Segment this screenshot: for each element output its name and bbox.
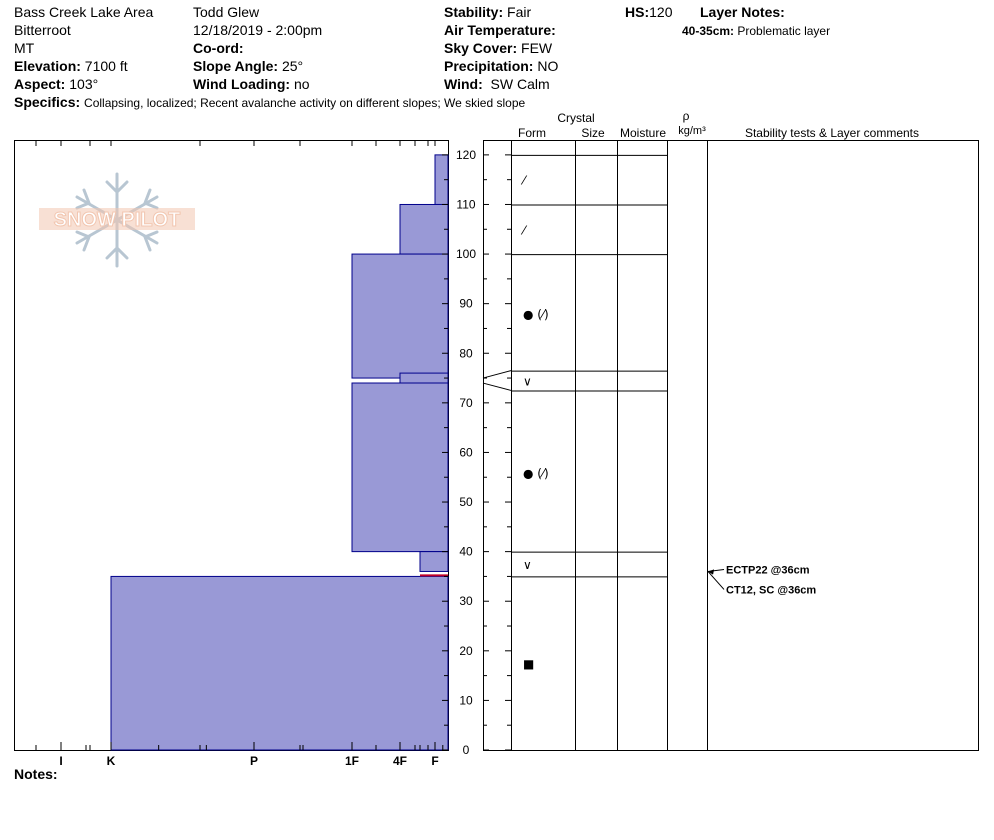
crystal-header: Crystal [557, 111, 595, 125]
crystal-form-2: ● (⁄) [523, 307, 549, 322]
notes-label: Notes: [14, 766, 58, 782]
air-temperature-label: Air Temperature: [444, 22, 556, 38]
table-columns [512, 140, 708, 750]
aspect-value: 103° [69, 76, 99, 92]
stability-comments-header: Stability tests & Layer comments [744, 126, 920, 140]
depth-label-120: 120 [455, 147, 477, 162]
depth-label-20: 20 [459, 643, 473, 658]
crystal-form-0: ⁄ [523, 173, 526, 188]
test-arrow-1 [708, 571, 724, 589]
stability-test-1: CT12, SC @36cm [726, 584, 817, 597]
snow-height-value: 120 [649, 4, 673, 20]
coord-label: Co-ord: [193, 40, 244, 56]
wind-loading-label: Wind Loading: [193, 76, 291, 92]
hardness-label-4F: 4F [392, 754, 408, 768]
location-name: Bass Creek Lake Area [14, 4, 154, 20]
layer-notes-label: Layer Notes: [700, 4, 785, 20]
crystal-form-4: ● (⁄) [523, 466, 549, 481]
wind-label: Wind: [444, 76, 483, 92]
crystal-form-5: ∨ [523, 558, 532, 573]
hardness-label-K: K [106, 754, 116, 768]
boundary-connector-lower [483, 383, 511, 390]
precipitation-value: NO [537, 58, 559, 74]
crystal-form-6: ■ [523, 657, 535, 672]
table-header [518, 109, 919, 140]
specifics-label: Specifics: [14, 94, 81, 110]
depth-label-80: 80 [459, 346, 473, 361]
hardness-label-I: I [59, 754, 63, 768]
depth-label-110: 110 [456, 197, 476, 212]
slope-angle-value: 25° [281, 58, 304, 74]
hardness-layer-4 [352, 383, 448, 552]
snow-height-label: HS: [625, 4, 650, 20]
depth-label-60: 60 [459, 445, 473, 460]
date-time: 12/18/2019 - 2:00pm [193, 22, 323, 38]
hardness-label-P: P [249, 754, 259, 768]
depth-label-40: 40 [459, 544, 473, 559]
depth-label-70: 70 [459, 395, 473, 410]
moisture-header: Moisture [619, 126, 667, 140]
stability-tests [708, 564, 816, 596]
state: MT [14, 40, 35, 56]
form-header: Form [518, 126, 546, 140]
specifics-value: Collapsing, localized; Recent avalanche activity on different slopes; We skied slope [84, 96, 526, 110]
depth-label-90: 90 [459, 296, 473, 311]
hardness-layer-3 [400, 373, 448, 383]
depth-label-30: 30 [459, 594, 473, 609]
aspect-label: Aspect: [14, 76, 66, 92]
logo-text: SNOW PILOT [53, 209, 181, 231]
snowflake-icon [37, 170, 197, 270]
test-arrowhead-1 [708, 569, 714, 574]
layer-note-range: 40-35cm: [682, 24, 735, 38]
layer-table-frame [484, 141, 979, 751]
crystal-form-1: ⁄ [523, 223, 526, 238]
hardness-label-F: F [431, 754, 439, 768]
stability-label: Stability: [444, 4, 504, 20]
layer-note-text: Problematic layer [737, 24, 831, 38]
sky-cover-label: Sky Cover: [444, 40, 518, 56]
observer: Todd Glew [193, 4, 260, 20]
precipitation-label: Precipitation: [444, 58, 534, 74]
wind-value: SW Calm [490, 76, 550, 92]
boundary-connector-upper [483, 371, 511, 378]
wind-loading-value: no [293, 76, 310, 92]
stability-test-0: ECTP22 @36cm [726, 564, 810, 577]
sky-cover-value: FEW [521, 40, 553, 56]
density-symbol: ρ [682, 109, 690, 123]
snowpilot-logo [37, 170, 197, 270]
depth-label-100: 100 [455, 247, 477, 262]
stability-value: Fair [507, 4, 532, 20]
hardness-layer-1 [400, 204, 448, 254]
depth-label-0: 0 [462, 743, 470, 757]
hardness-layer-2 [352, 254, 448, 378]
size-header: Size [581, 126, 605, 140]
density-unit: kg/m³ [678, 125, 706, 137]
hardness-layer-5 [420, 552, 448, 572]
mountain-range: Bitterroot [14, 22, 71, 38]
hardness-layer-6 [111, 576, 448, 750]
elevation-label: Elevation: [14, 58, 81, 74]
hardness-label-1F: 1F [344, 754, 360, 768]
slope-angle-label: Slope Angle: [193, 58, 279, 74]
elevation-value: 7100 ft [84, 58, 128, 74]
crystal-form-3: ∨ [523, 374, 532, 389]
depth-label-50: 50 [459, 495, 473, 510]
depth-axis [442, 148, 511, 757]
crystal-forms [520, 174, 549, 672]
depth-label-10: 10 [459, 693, 473, 708]
